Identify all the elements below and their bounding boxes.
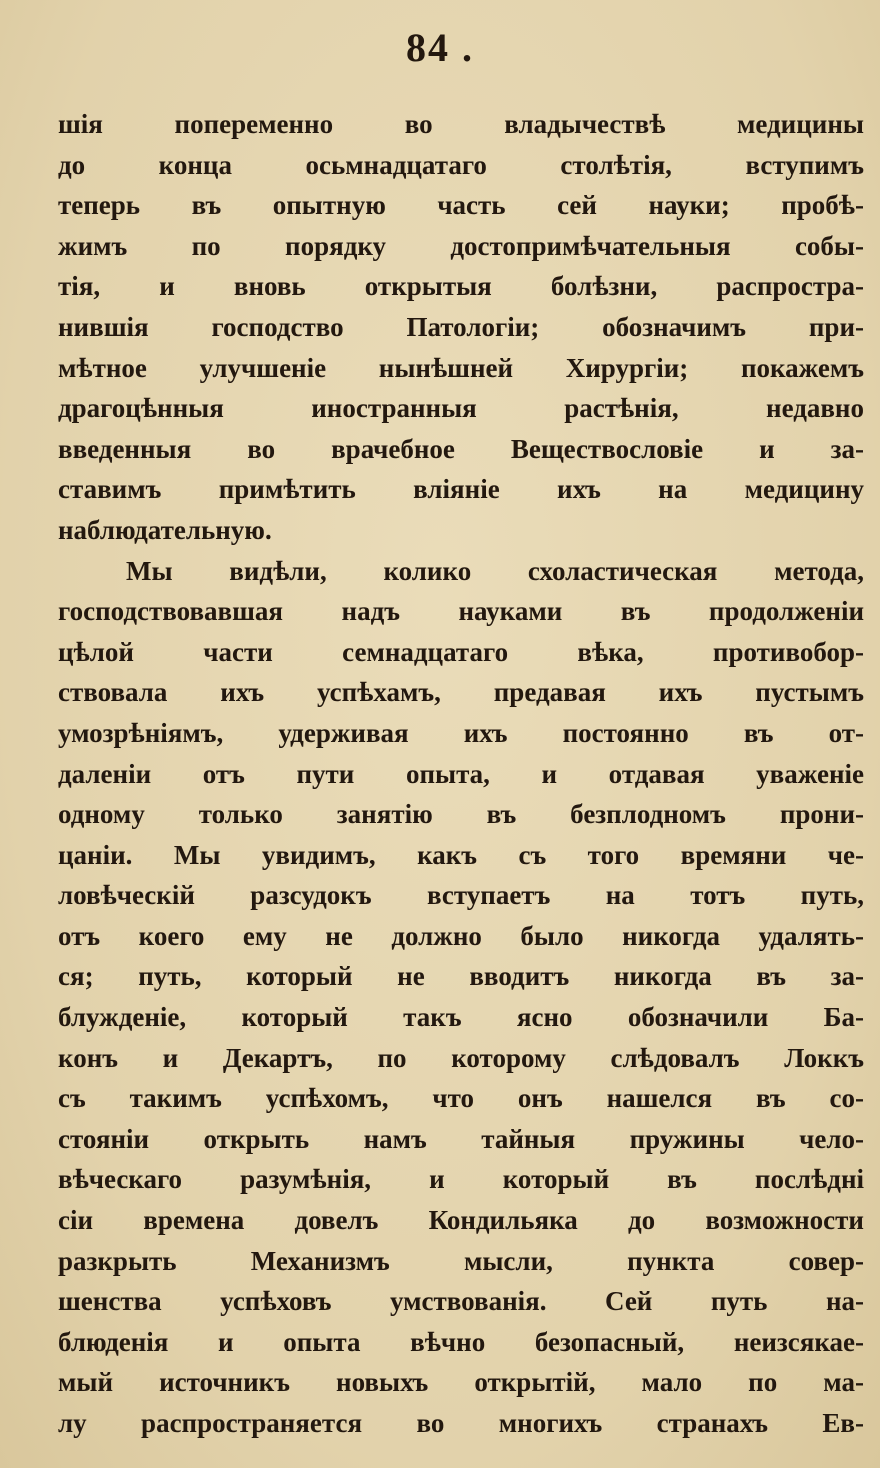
text-line: жимъ по порядку достопримѣчательныя собы-	[58, 230, 864, 261]
text-line: господствовавшая надъ науками въ продолженіи	[58, 596, 864, 627]
text-line: наблюдательную.	[58, 514, 272, 545]
text-line: блюденія и опыта вѣчно безопасный, неизсякае-	[58, 1326, 864, 1357]
text-line: отъ коего ему не должно было никогда удалять-	[58, 920, 864, 951]
text-line: вѣческаго разумѣнія, и который въ послѣдні	[58, 1164, 864, 1195]
text-line: нившія господство Патологіи; обозначимъ при-	[58, 311, 864, 342]
text-line: до конца осьмнадцатаго столѣтія, вступимъ	[58, 149, 864, 180]
text-line: ся; путь, который не вводитъ никогда въ за-	[58, 961, 864, 992]
text-line: одному только занятію въ безплодномъ прони-	[58, 799, 864, 830]
text-line: даленіи отъ пути опыта, и отдавая уваженіе	[58, 758, 864, 789]
text-line: Мы видѣли, колико схоластическая метода,	[126, 555, 864, 586]
text-line: съ такимъ успѣхомъ, что онъ нашелся въ со-	[58, 1083, 864, 1114]
text-line: введенныя во врачебное Веществословіе и за-	[58, 433, 864, 464]
text-line: сіи времена довелъ Кондильяка до возможности	[58, 1205, 864, 1236]
text-line: стояніи открыть намъ тайныя пружины чело-	[58, 1123, 864, 1154]
text-line: цѣлой части семнадцатаго вѣка, противобор-	[58, 636, 864, 667]
text-line: ставимъ примѣтить вліяніе ихъ на медицину	[58, 474, 864, 505]
text-line: блужденіе, который такъ ясно обозначили Ба-	[58, 1002, 864, 1033]
text-line: конъ и Декартъ, по которому слѣдовалъ Локкъ	[58, 1042, 864, 1073]
text-line: драгоцѣнныя иностранныя растѣнія, недавно	[58, 393, 864, 424]
text-line: теперь въ опытную часть сей науки; пробѣ-	[58, 190, 864, 221]
text-line: цаніи. Мы увидимъ, какъ съ того времяни че-	[58, 839, 864, 870]
paragraph	[58, 104, 864, 551]
text-line: разкрыть Механизмъ мысли, пункта совер-	[58, 1245, 864, 1276]
body-text	[58, 104, 864, 1444]
text-line: шенства успѣховъ умствованія. Сей путь на-	[58, 1286, 864, 1317]
page-number: 84 .	[406, 25, 474, 70]
text-line: тія, и вновь открытыя болѣзни, распростра-	[58, 271, 864, 302]
text-line: мый источникъ новыхъ открытій, мало по ма-	[58, 1367, 864, 1398]
text-line: мѣтное улучшеніе нынѣшней Хирургіи; покажемъ	[58, 352, 864, 383]
text-line: лу распространяется во многихъ странахъ Ев-	[58, 1408, 864, 1438]
text-line: шія попеременно во владычествѣ медицины	[58, 109, 864, 139]
text-line: ствовала ихъ успѣхамъ, предавая ихъ пустымъ	[58, 677, 864, 708]
text-line: ловѣческій разсудокъ вступаетъ на тотъ путь,	[58, 880, 864, 911]
text-line: умозрѣніямъ, удерживая ихъ постоянно въ от-	[58, 717, 864, 748]
paragraph	[58, 551, 864, 1444]
